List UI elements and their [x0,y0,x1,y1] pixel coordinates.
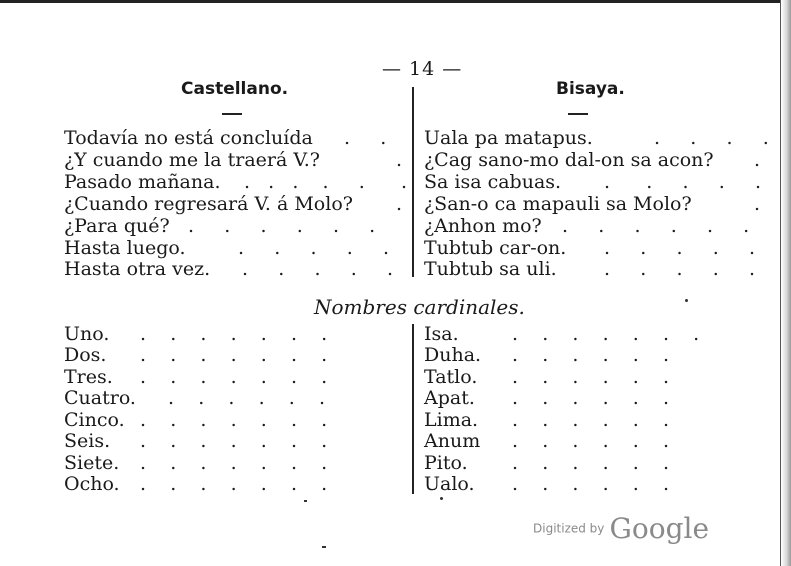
bisaya-number: Ualo. [424,473,475,495]
leader-dots: . . [344,127,387,149]
leader-dots: . . . . . [238,237,389,259]
castellano-text: Todavía no está concluída [64,127,313,149]
leader-dots: . [396,193,403,215]
number-row [64,323,764,345]
phrase-row [64,149,764,171]
leader-dots: . . . . . . [512,366,670,388]
bisaya-text: ¿Anhon mo? [424,215,542,237]
castellano-text: ¿Y cuando me la traerá V.? [64,149,320,171]
column-header-bisaya: Bisaya. [556,79,625,99]
bisaya-number: Isa. [424,323,459,345]
phrase-row [64,215,764,237]
page-gutter-shadow [781,0,791,566]
castellano-number: Siete. [64,452,120,474]
leader-dots: . . . . . . . [512,323,700,345]
leader-dots: . . . . . . [512,430,670,452]
number-row [64,473,764,495]
leader-dots: . . . . . [604,237,755,259]
scan-speck [440,497,443,500]
scan-speck [304,500,307,502]
leader-dots: . . . . . . [168,387,326,409]
bisaya-text: ¿San-o ca mapauli sa Molo? [424,193,692,215]
leader-dots: . . . . [654,127,769,149]
castellano-text: Hasta otra vez. [64,258,211,280]
bisaya-number: Duha. [424,344,482,366]
header-dash-right [568,113,588,115]
castellano-text: ¿Cuando regresará V. á Molo? [64,193,353,215]
leader-dots: . . . . . . [512,473,670,495]
number-row [64,344,764,366]
scan-speck [685,299,688,302]
scan-speck [322,546,326,548]
leader-dots: . . . . . . [512,387,670,409]
phrase-row [64,237,764,259]
number-row [64,430,764,452]
bisaya-number: Pito. [424,452,468,474]
phrase-row [64,127,769,149]
leader-dots: . . . . . . . [140,430,328,452]
header-dash-left [222,113,242,115]
leader-dots: . [396,149,403,171]
castellano-number: Tres. [64,366,113,388]
bisaya-text: ¿Cag sano-mo dal-on sa acon? [424,149,714,171]
leader-dots: . . . . . [242,258,393,280]
bisaya-text: Sa isa cabuas. [424,171,562,193]
phrase-row [64,193,764,215]
leader-dots: . . . . . [604,171,762,193]
castellano-text: Hasta luego. [64,237,186,259]
castellano-number: Cuatro. [64,387,136,409]
castellano-number: Cinco. [64,409,125,431]
castellano-text: ¿Para qué? [64,215,170,237]
leader-dots: . [754,193,761,215]
leader-dots: . . . . . . . [140,344,328,366]
bisaya-number: Lima. [424,409,479,431]
leader-dots: . . . . . . [512,409,670,431]
leader-dots: . . . . . . [512,344,670,366]
number-row [64,452,764,474]
section-heading-cardinales: Nombres cardinales. [314,295,525,319]
bisaya-text: Tubtub car-on. [424,237,567,259]
leader-dots: . . . . . . [188,215,376,237]
column-header-castellano: Castellano. [181,79,289,99]
castellano-number: Dos. [64,344,107,366]
page-number: — 14 — [382,58,463,80]
number-row [64,366,764,388]
google-logo: Google [609,512,710,545]
leader-dots: . . . . . . . [140,323,328,345]
leader-dots: . . . . . . . [140,366,328,388]
leader-dots: . . . . . . [512,452,670,474]
castellano-number: Ocho. [64,473,120,495]
scan-edge-top [0,0,791,3]
leader-dots: . . . . . . [244,171,408,193]
castellano-number: Seis. [64,430,111,452]
leader-dots: . . . . . . . [140,409,328,431]
number-row [64,387,764,409]
number-row [64,409,764,431]
phrase-row [64,171,764,193]
leader-dots: . . . . . [604,258,755,280]
leader-dots: . . . . . . . [140,473,328,495]
leader-dots: . . . . . . . [140,452,328,474]
bisaya-text: Uala pa matapus. [424,127,593,149]
leader-dots: . [754,149,761,171]
phrase-row [64,258,764,280]
bisaya-number: Apat. [424,387,475,409]
leader-dots: . . . . . . [562,215,750,237]
watermark-prefix: Digitized by [533,521,605,536]
bisaya-text: Tubtub sa uli. [424,258,557,280]
bisaya-number: Anum [424,430,481,452]
digitized-by-google-watermark [533,512,709,545]
bisaya-number: Tatlo. [424,366,478,388]
castellano-number: Uno. [64,323,110,345]
castellano-text: Pasado mañana. [64,171,221,193]
